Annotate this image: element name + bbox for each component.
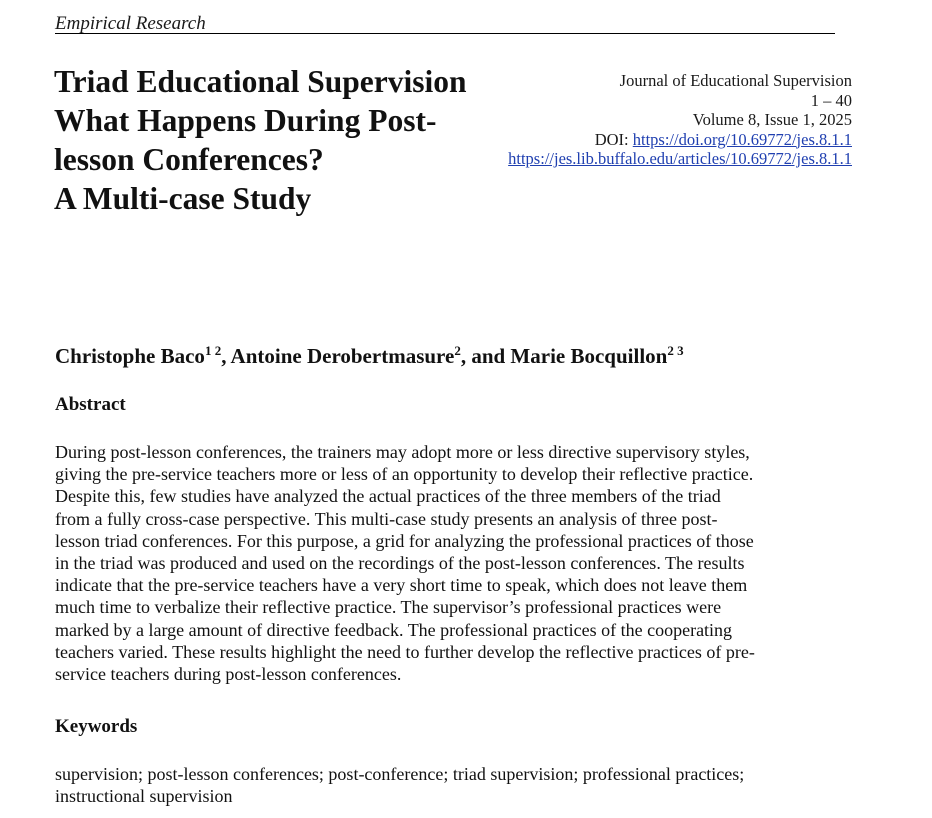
journal-meta: [508, 71, 852, 169]
title-line: A Multi-case Study: [54, 181, 312, 216]
doi-label: DOI:: [594, 129, 633, 149]
keywords-line: supervision; post-lesson conferences; post-conference; triad supervision; professional practices;: [55, 764, 745, 784]
abstract-line: giving the pre-service teachers more or less of an opportunity to develop their reflective practice.: [55, 464, 754, 485]
author-name: Antoine Derobertmasure: [230, 344, 455, 368]
journal-name: Journal of Educational Supervision: [619, 71, 852, 90]
abstract-line: During post-lesson conferences, the trainers may adopt more or less directive supervisory styles,: [55, 442, 750, 462]
volume-issue: Volume 8, Issue 1, 2025: [692, 110, 852, 129]
abstract-body: [55, 441, 845, 685]
article-url-row: [508, 149, 852, 169]
title-line: lesson Conferences?: [54, 142, 324, 177]
keywords-body: [55, 763, 845, 807]
doi-row: [508, 130, 852, 150]
article-url-link[interactable]: https://jes.lib.buffalo.edu/articles/10.69772/jes.8.1.1: [508, 149, 852, 168]
article-title: [54, 62, 514, 218]
author-separator: ,: [221, 344, 231, 368]
section-label: Empirical Research: [55, 13, 206, 34]
abstract-line: lesson triad conferences. For this purpose, a grid for analyzing the professional practices of those: [55, 530, 754, 551]
author-list: [55, 344, 684, 369]
page-range: 1 – 40: [810, 90, 852, 110]
abstract-line: teachers varied. These results highlight the need to further develop the reflective practices of pre-: [55, 641, 755, 662]
author-separator: , and: [460, 344, 511, 368]
abstract-line: in the triad was produced and used on the recordings of the post-lesson conferences. The results: [55, 553, 745, 574]
author-name: Marie Bocquillon: [510, 344, 668, 368]
abstract-line: much time to verbalize their reflective practice. The supervisor’s professional practices were: [55, 597, 722, 618]
doi-link[interactable]: https://doi.org/10.69772/jes.8.1.1: [632, 129, 852, 149]
keywords-line: instructional supervision: [55, 786, 233, 807]
abstract-line: service teachers during post-lesson conferences.: [55, 664, 402, 685]
abstract-line: indicate that the pre-service teachers have a very short time to speak, which does not leave them: [55, 575, 748, 596]
author-affiliation: 1 2: [204, 343, 222, 358]
abstract-heading: Abstract: [55, 394, 126, 415]
author-affiliation: 2 3: [667, 343, 684, 358]
author-affiliation: 2: [454, 343, 461, 358]
title-line: What Happens During Post-: [54, 103, 437, 138]
title-line: Triad Educational Supervision: [54, 64, 467, 99]
abstract-line: Despite this, few studies have analyzed the actual practices of the three members of the triad: [55, 486, 721, 507]
header-rule: [55, 33, 835, 34]
abstract-line: from a fully cross-case perspective. This multi-case study presents an analysis of three post-: [55, 508, 718, 529]
author-name: Christophe Baco: [55, 344, 205, 368]
abstract-line: marked by a large amount of directive feedback. The professional practices of the cooperating: [55, 619, 733, 640]
keywords-heading: Keywords: [55, 716, 138, 737]
